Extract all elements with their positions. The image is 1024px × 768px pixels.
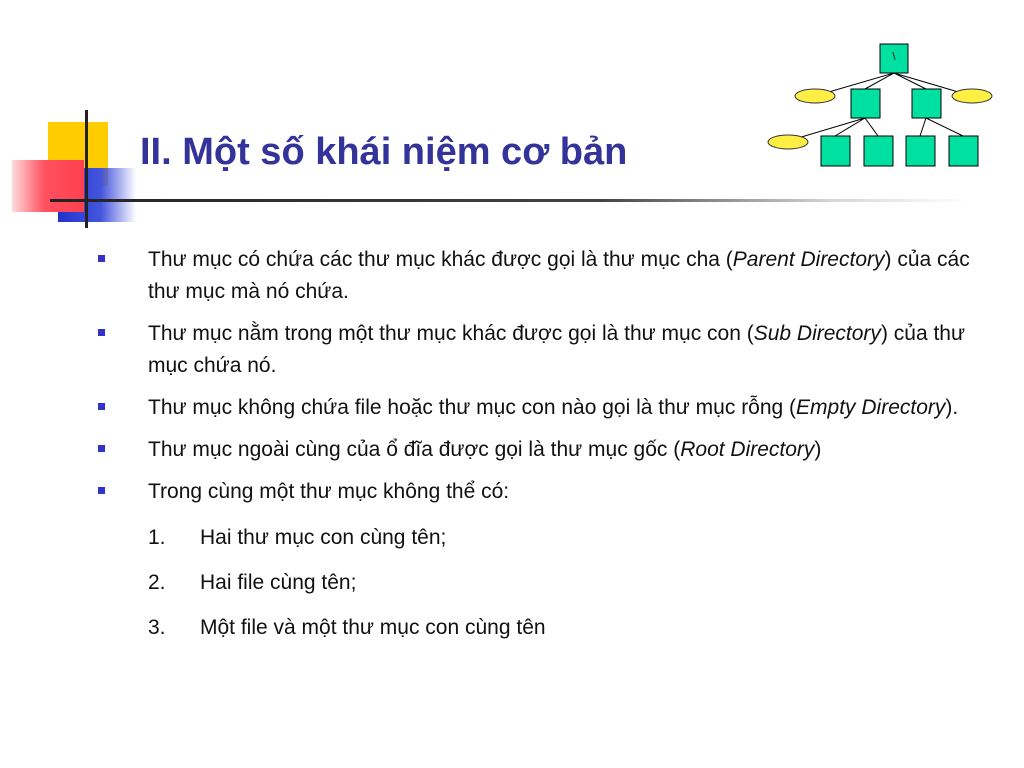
- tree-folder-node: [821, 136, 850, 166]
- term: Parent Directory: [732, 248, 885, 271]
- tree-folder-node: [906, 136, 935, 166]
- numbered-item: [98, 612, 978, 644]
- numbered-item: [98, 567, 978, 599]
- bullet-item: Thư mục ngoài cùng của ổ đĩa được gọi là thư mục gốc (Root Directory): [98, 434, 978, 466]
- tree-root-label: \: [892, 51, 896, 63]
- tree-file-node: [795, 89, 835, 103]
- item-number: 3.: [148, 616, 166, 639]
- tree-folder-node: [912, 89, 941, 118]
- bullet-icon: [98, 403, 105, 410]
- bullet-item: Thư mục có chứa các thư mục khác được gọi là thư mục cha (Parent Directory) của các thư mục mà nó chứa.: [98, 244, 978, 308]
- item-text: Hai file cùng tên;: [200, 571, 357, 594]
- title-underline: [50, 199, 970, 202]
- decor-vertical-line: [85, 110, 88, 228]
- bullet-item: Thư mục nằm trong một thư mục khác được gọi là thư mục con (Sub Directory) của thư mục chứa nó.: [98, 318, 978, 382]
- bullet-icon: [98, 445, 105, 452]
- bullet-icon: [98, 487, 105, 494]
- slide-body: [98, 244, 978, 657]
- tree-folder-node: [949, 136, 978, 166]
- term: Empty Directory: [796, 396, 946, 419]
- bullet-item: Trong cùng một thư mục không thể có:: [98, 476, 978, 508]
- bullet-icon: [98, 255, 105, 262]
- bullet-item: Thư mục không chứa file hoặc thư mục con nào gọi là thư mục rỗng (Empty Directory).: [98, 392, 978, 424]
- term: Sub Directory: [753, 322, 881, 345]
- term: Root Directory: [680, 438, 815, 461]
- tree-file-node: [768, 135, 808, 149]
- tree-folder-node: [864, 136, 893, 166]
- directory-tree-diagram: [760, 36, 1010, 176]
- tree-folder-node: [851, 89, 880, 118]
- item-text: Một file và một thư mục con cùng tên: [200, 616, 546, 639]
- numbered-item: [98, 522, 978, 554]
- item-text: Hai thư mục con cùng tên;: [200, 526, 447, 549]
- bullet-icon: [98, 329, 105, 336]
- item-number: 1.: [148, 526, 166, 549]
- decor-red-square: [12, 160, 84, 212]
- slide-title: II. Một số khái niệm cơ bản: [140, 131, 628, 173]
- item-number: 2.: [148, 571, 166, 594]
- tree-file-node: [952, 89, 992, 103]
